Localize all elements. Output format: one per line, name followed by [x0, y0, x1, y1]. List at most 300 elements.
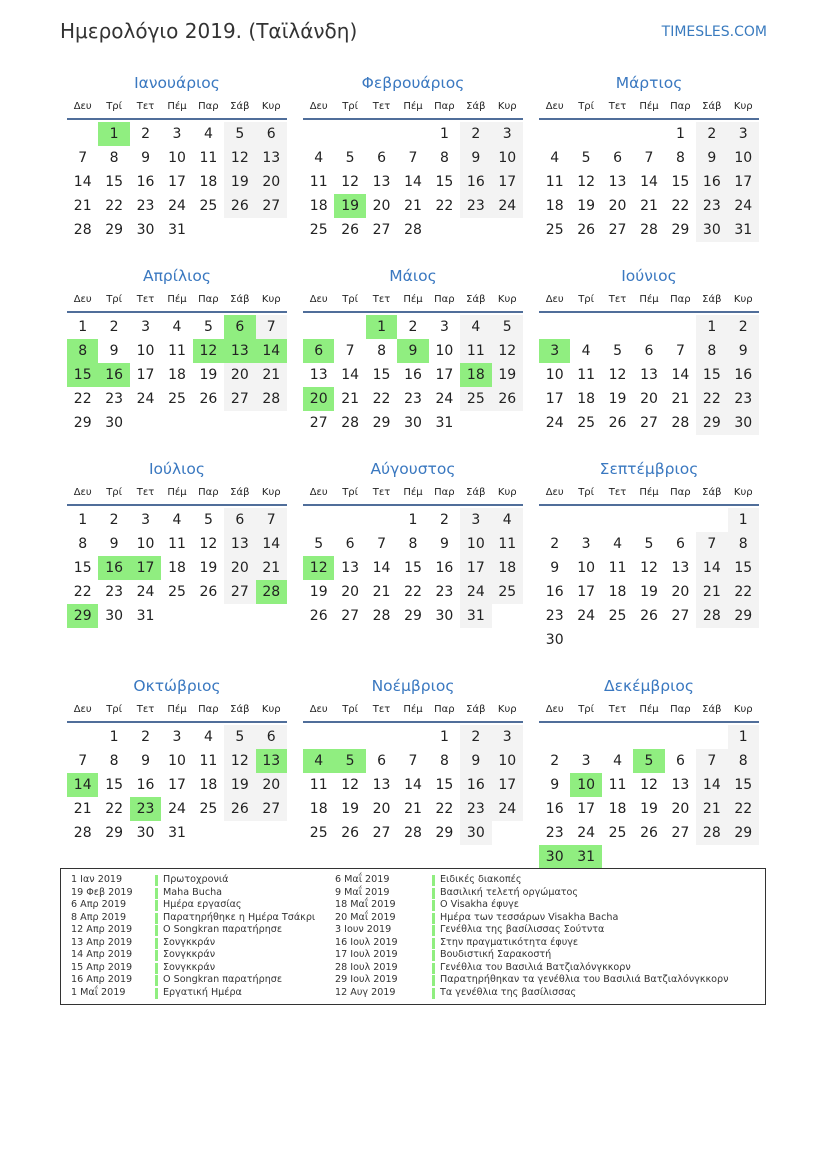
day-cell: 9: [439, 536, 449, 552]
day-cell: 28: [671, 415, 690, 431]
day-cell: 26: [224, 797, 255, 821]
empty-cell: [334, 122, 365, 146]
day-cell: 5: [345, 150, 355, 166]
day-cell: 2: [696, 122, 727, 146]
legend-item: [335, 874, 755, 887]
holiday-marker-icon: [432, 988, 435, 999]
day-cell: 7: [696, 532, 727, 556]
weekday-label: Τρί: [342, 101, 359, 112]
empty-cell: [696, 725, 727, 749]
day-cell: 19: [199, 560, 218, 576]
holiday-marker-icon: [432, 925, 435, 936]
weekday-label: Σάβ: [466, 101, 486, 112]
day-cell: 28: [73, 222, 92, 238]
month-block: [303, 456, 523, 628]
day-cell: 3: [492, 122, 523, 146]
day-cell: 8: [377, 343, 387, 359]
weekday-label: Πέμ: [167, 704, 187, 715]
day-cell: 23: [728, 387, 759, 411]
holiday-marker-icon: [155, 875, 158, 886]
weekday-label: Δευ: [309, 101, 328, 112]
day-cell: 29: [671, 222, 690, 238]
weekday-header: [539, 699, 759, 723]
day-cell: 21: [73, 198, 92, 214]
day-cell: 3: [460, 508, 491, 532]
holiday-day-cell: 31: [570, 845, 601, 869]
day-cell: 5: [613, 343, 623, 359]
day-cell: 25: [608, 825, 627, 841]
day-cell: 12: [608, 367, 627, 383]
holiday-day-cell: 13: [256, 749, 287, 773]
legend-column: [335, 874, 755, 999]
day-cell: 17: [728, 170, 759, 194]
month-block: [303, 263, 523, 435]
day-cell: 17: [492, 170, 523, 194]
holiday-day-cell: 17: [130, 556, 161, 580]
month-name: Ιανουάριος: [134, 74, 220, 92]
empty-cell: [633, 725, 664, 749]
day-cell: 18: [545, 198, 564, 214]
holiday-name: Ειδικές διακοπές: [440, 874, 522, 885]
day-cell: 26: [640, 825, 658, 841]
day-cell: 16: [435, 560, 454, 576]
holiday-marker-icon: [155, 900, 158, 911]
holiday-name: Maha Bucha: [163, 886, 223, 898]
weekday-label: Παρ: [198, 487, 219, 498]
weekday-label: Τετ: [372, 487, 391, 498]
day-cell: 20: [372, 198, 391, 214]
day-cell: 11: [309, 777, 328, 793]
day-cell: 21: [404, 801, 422, 817]
holiday-day-cell: 18: [460, 363, 491, 387]
holiday-date: 8 Απρ 2019: [71, 911, 127, 923]
weekday-header: [67, 289, 287, 313]
day-cell: 23: [435, 584, 454, 600]
day-cell: 18: [309, 198, 328, 214]
days-grid: [67, 313, 287, 435]
day-cell: 5: [224, 122, 255, 146]
empty-cell: [397, 725, 428, 749]
empty-cell: [366, 508, 397, 532]
day-cell: 3: [141, 512, 151, 528]
day-cell: 5: [314, 536, 324, 552]
weekday-label: Πέμ: [403, 704, 423, 715]
day-cell: 10: [577, 560, 596, 576]
empty-cell: [366, 122, 397, 146]
holiday-name: Ημέρα εργασίας: [163, 899, 242, 910]
day-cell: 18: [608, 584, 627, 600]
month-name: Φεβρουάριος: [361, 74, 465, 92]
day-cell: 15: [728, 556, 759, 580]
day-cell: 27: [372, 222, 391, 238]
day-cell: 23: [545, 608, 564, 624]
day-cell: 4: [203, 729, 213, 745]
day-cell: 22: [73, 584, 92, 600]
day-cell: 13: [671, 777, 690, 793]
holiday-name: Σονγκκράν: [163, 961, 216, 973]
weekday-label: Δευ: [309, 487, 328, 498]
day-cell: 29: [435, 825, 454, 841]
day-cell: 10: [728, 146, 759, 170]
day-cell: 20: [671, 584, 690, 600]
day-cell: 23: [105, 391, 124, 407]
empty-cell: [602, 508, 633, 532]
day-cell: 11: [168, 536, 186, 552]
day-cell: 19: [224, 170, 255, 194]
day-cell: 11: [577, 367, 596, 383]
day-cell: 17: [435, 367, 454, 383]
day-cell: 9: [109, 343, 119, 359]
day-cell: 27: [671, 608, 690, 624]
weekday-header: [67, 482, 287, 506]
holiday-name: Σονγκκράν: [163, 936, 216, 948]
day-cell: 20: [372, 801, 391, 817]
month-block: [67, 673, 287, 845]
day-cell: 11: [199, 150, 218, 166]
holiday-marker-icon: [155, 925, 158, 936]
day-cell: 18: [168, 560, 186, 576]
day-cell: 26: [309, 608, 328, 624]
day-cell: 28: [696, 821, 727, 845]
days-grid: [539, 120, 759, 242]
day-cell: 1: [696, 315, 727, 339]
weekday-label: Κυρ: [497, 487, 517, 498]
day-cell: 16: [545, 584, 564, 600]
holiday-day-cell: 15: [67, 363, 98, 387]
day-cell: 22: [404, 584, 422, 600]
holiday-name: Ο Visakha έφυγε: [440, 899, 519, 910]
day-cell: 15: [105, 174, 124, 190]
weekday-label: Δευ: [73, 487, 92, 498]
day-cell: 20: [341, 584, 360, 600]
empty-cell: [67, 725, 98, 749]
weekday-label: Πέμ: [167, 294, 187, 305]
holiday-marker-icon: [432, 913, 435, 924]
empty-cell: [665, 315, 696, 339]
holiday-date: 20 Μαΐ 2019: [335, 911, 396, 923]
month-block: [67, 70, 287, 242]
empty-cell: [633, 315, 664, 339]
day-cell: 28: [341, 415, 360, 431]
day-cell: 26: [640, 608, 658, 624]
day-cell: 4: [203, 126, 213, 142]
holiday-marker-icon: [432, 900, 435, 911]
month-name: Αύγουστος: [370, 460, 456, 478]
day-cell: 28: [404, 825, 422, 841]
day-cell: 19: [341, 801, 360, 817]
day-cell: 10: [435, 343, 454, 359]
days-grid: [539, 313, 759, 435]
weekday-label: Πέμ: [403, 101, 423, 112]
day-cell: 23: [136, 198, 155, 214]
day-cell: 22: [372, 391, 391, 407]
month-name: Οκτώβριος: [133, 677, 221, 695]
weekday-label: Πέμ: [167, 487, 187, 498]
weekday-header: [303, 699, 523, 723]
day-cell: 31: [168, 222, 186, 238]
day-cell: 19: [492, 363, 523, 387]
day-cell: 1: [675, 126, 685, 142]
day-cell: 12: [640, 777, 658, 793]
day-cell: 31: [168, 825, 186, 841]
day-cell: 24: [577, 608, 596, 624]
holiday-name: Παρατηρήθηκαν τα γενέθλια του Βασιλιά Βατζιαλόνγκκορν: [440, 974, 729, 985]
holiday-day-cell: 5: [633, 749, 664, 773]
day-cell: 25: [168, 391, 186, 407]
holiday-name: Ο Songkran παρατήρησε: [163, 924, 283, 935]
day-cell: 12: [224, 749, 255, 773]
day-cell: 5: [203, 512, 213, 528]
day-cell: 20: [256, 773, 287, 797]
month-name: Δεκέμβριος: [604, 677, 694, 695]
day-cell: 23: [404, 391, 422, 407]
weekday-label: Τετ: [608, 101, 627, 112]
day-cell: 28: [372, 608, 391, 624]
day-cell: 2: [109, 319, 119, 335]
day-cell: 14: [671, 367, 690, 383]
holiday-marker-icon: [155, 913, 158, 924]
day-cell: 1: [109, 729, 119, 745]
day-cell: 12: [341, 777, 360, 793]
day-cell: 23: [105, 584, 124, 600]
weekday-label: Τετ: [136, 294, 155, 305]
day-cell: 10: [492, 749, 523, 773]
day-cell: 26: [341, 222, 360, 238]
weekday-label: Πέμ: [639, 487, 659, 498]
day-cell: 16: [696, 170, 727, 194]
weekday-label: Πέμ: [639, 704, 659, 715]
day-cell: 7: [644, 150, 654, 166]
legend-item: [71, 987, 331, 1000]
day-cell: 3: [492, 725, 523, 749]
day-cell: 14: [372, 560, 391, 576]
weekday-header: [303, 96, 523, 120]
month-name: Ιούλιος: [148, 460, 206, 478]
days-grid: [67, 723, 287, 845]
day-cell: 9: [550, 560, 560, 576]
day-cell: 1: [78, 319, 88, 335]
day-cell: 2: [408, 319, 418, 335]
day-cell: 1: [78, 512, 88, 528]
day-cell: 17: [168, 777, 186, 793]
day-cell: 8: [109, 150, 119, 166]
holiday-date: 3 Ιουν 2019: [335, 924, 392, 935]
weekday-label: Σάβ: [466, 294, 486, 305]
weekday-label: Κυρ: [733, 704, 753, 715]
day-cell: 16: [460, 170, 491, 194]
day-cell: 7: [256, 508, 287, 532]
day-cell: 17: [577, 584, 596, 600]
day-cell: 26: [492, 387, 523, 411]
day-cell: 29: [696, 411, 727, 435]
day-cell: 25: [545, 222, 564, 238]
day-cell: 17: [136, 367, 155, 383]
day-cell: 21: [640, 198, 658, 214]
day-cell: 28: [696, 604, 727, 628]
day-cell: 13: [309, 367, 328, 383]
day-cell: 6: [377, 753, 387, 769]
day-cell: 21: [404, 198, 422, 214]
weekday-label: Παρ: [434, 294, 455, 305]
day-cell: 25: [460, 387, 491, 411]
month-name: Νοέμβριος: [371, 677, 455, 695]
day-cell: 14: [256, 532, 287, 556]
day-cell: 4: [581, 343, 591, 359]
holiday-date: 29 Ιουλ 2019: [335, 974, 398, 985]
day-cell: 3: [581, 536, 591, 552]
holiday-date: 18 Μαΐ 2019: [335, 899, 396, 910]
day-cell: 29: [73, 415, 92, 431]
legend-item: [335, 887, 755, 900]
empty-cell: [665, 725, 696, 749]
days-grid: [303, 506, 523, 628]
day-cell: 13: [608, 174, 627, 190]
weekday-label: Κυρ: [261, 101, 281, 112]
weekday-label: Τετ: [136, 487, 155, 498]
holiday-marker-icon: [432, 950, 435, 961]
weekday-label: Παρ: [670, 487, 691, 498]
day-cell: 11: [608, 777, 627, 793]
day-cell: 29: [372, 415, 391, 431]
holiday-date: 14 Απρ 2019: [71, 949, 133, 960]
day-cell: 5: [644, 536, 654, 552]
day-cell: 8: [675, 150, 685, 166]
month-block: [303, 673, 523, 845]
weekday-header: [539, 482, 759, 506]
weekday-label: Τρί: [578, 704, 595, 715]
empty-cell: [696, 508, 727, 532]
weekday-label: Κυρ: [733, 101, 753, 112]
day-cell: 21: [372, 584, 391, 600]
weekday-label: Τρί: [342, 704, 359, 715]
weekday-label: Παρ: [198, 101, 219, 112]
weekday-label: Τρί: [106, 294, 123, 305]
day-cell: 25: [577, 415, 596, 431]
day-cell: 24: [168, 801, 186, 817]
weekday-label: Τρί: [106, 704, 123, 715]
holiday-name: Βασιλική τελετή οργώματος: [440, 886, 579, 898]
day-cell: 20: [256, 170, 287, 194]
holiday-day-cell: 1: [98, 122, 129, 146]
weekday-label: Τρί: [342, 487, 359, 498]
day-cell: 28: [256, 387, 287, 411]
empty-cell: [633, 508, 664, 532]
day-cell: 30: [136, 222, 155, 238]
day-cell: 27: [256, 194, 287, 218]
day-cell: 17: [492, 773, 523, 797]
empty-cell: [539, 315, 570, 339]
day-cell: 12: [341, 174, 360, 190]
weekday-label: Παρ: [434, 101, 455, 112]
day-cell: 6: [256, 725, 287, 749]
holiday-legend: [60, 868, 766, 1005]
weekday-label: Δευ: [309, 294, 328, 305]
day-cell: 30: [105, 608, 124, 624]
brand-link[interactable]: TIMESLES.COM: [661, 24, 767, 40]
legend-item: [71, 887, 331, 900]
day-cell: 7: [408, 150, 418, 166]
month-block: [303, 70, 523, 242]
day-cell: 22: [435, 198, 454, 214]
weekday-label: Τρί: [106, 101, 123, 112]
day-cell: 6: [613, 150, 623, 166]
day-cell: 9: [460, 749, 491, 773]
day-cell: 22: [105, 198, 124, 214]
day-cell: 19: [640, 801, 658, 817]
day-cell: 7: [675, 343, 685, 359]
holiday-date: 19 Φεβ 2019: [71, 886, 133, 898]
day-cell: 7: [78, 753, 88, 769]
month-block: [67, 263, 287, 435]
day-cell: 22: [105, 801, 124, 817]
weekday-label: Τετ: [608, 294, 627, 305]
day-cell: 4: [172, 319, 182, 335]
day-cell: 27: [309, 415, 328, 431]
day-cell: 15: [404, 560, 422, 576]
holiday-day-cell: 1: [366, 315, 397, 339]
day-cell: 8: [696, 339, 727, 363]
day-cell: 4: [460, 315, 491, 339]
empty-cell: [570, 122, 601, 146]
day-cell: 1: [728, 725, 759, 749]
day-cell: 7: [256, 315, 287, 339]
day-cell: 21: [696, 580, 727, 604]
day-cell: 31: [460, 604, 491, 628]
weekday-label: Τετ: [608, 487, 627, 498]
holiday-day-cell: 12: [303, 556, 334, 580]
weekday-label: Παρ: [198, 704, 219, 715]
day-cell: 18: [168, 367, 186, 383]
day-cell: 24: [460, 580, 491, 604]
holiday-date: 6 Μαΐ 2019: [335, 874, 390, 885]
holiday-day-cell: 16: [98, 556, 129, 580]
day-cell: 24: [435, 391, 454, 407]
day-cell: 26: [341, 825, 360, 841]
month-block: [539, 673, 759, 869]
legend-item: [335, 924, 755, 937]
empty-cell: [602, 725, 633, 749]
day-cell: 2: [460, 725, 491, 749]
holiday-date: 6 Απρ 2019: [71, 899, 127, 910]
day-cell: 23: [460, 194, 491, 218]
day-cell: 7: [408, 753, 418, 769]
weekday-label: Κυρ: [497, 294, 517, 305]
legend-item: [335, 899, 755, 912]
legend-item: [71, 962, 331, 975]
holiday-day-cell: 30: [539, 845, 570, 869]
empty-cell: [602, 315, 633, 339]
day-cell: 7: [345, 343, 355, 359]
holiday-marker-icon: [432, 975, 435, 986]
day-cell: 28: [640, 222, 658, 238]
empty-cell: [334, 315, 365, 339]
day-cell: 22: [728, 580, 759, 604]
weekday-label: Δευ: [309, 704, 328, 715]
legend-column: [71, 874, 331, 999]
day-cell: 25: [608, 608, 627, 624]
day-cell: 10: [136, 536, 155, 552]
day-cell: 2: [439, 512, 449, 528]
day-cell: 20: [224, 363, 255, 387]
day-cell: 8: [728, 749, 759, 773]
weekday-header: [539, 96, 759, 120]
weekday-label: Τρί: [342, 294, 359, 305]
day-cell: 15: [696, 363, 727, 387]
day-cell: 28: [73, 825, 92, 841]
day-cell: 3: [172, 126, 182, 142]
empty-cell: [397, 122, 428, 146]
day-cell: 30: [404, 415, 422, 431]
